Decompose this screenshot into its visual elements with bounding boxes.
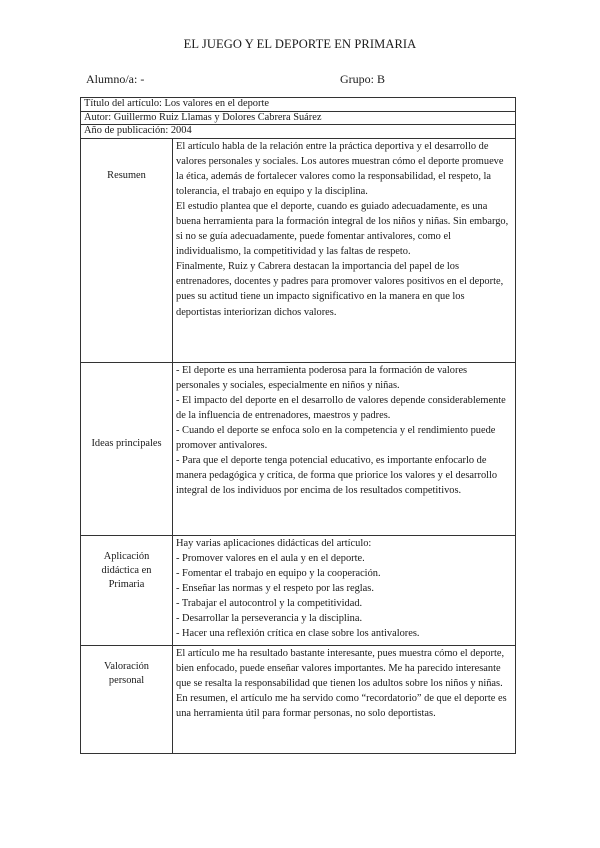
section-ideas: [81, 362, 516, 535]
document-title: EL JUEGO Y EL DEPORTE EN PRIMARIA: [183, 37, 417, 51]
aplicacion-item: - Fomentar el trabajo en equipo y la cooperación.: [176, 567, 381, 579]
section-resumen: [81, 138, 516, 362]
idea-item: - El impacto del deporte en el desarrollo de valores depende considerablemente de la influencia de entrenadores, maestros y padres.: [176, 394, 506, 421]
info-row-author: [81, 111, 516, 125]
article-title: Título del artículo: Los valores en el deporte: [81, 98, 516, 112]
info-row-title: [81, 98, 516, 112]
article-author: Autor: Guillermo Ruiz Llamas y Dolores Cabrera Suárez: [81, 111, 516, 125]
article-year: Año de publicación: 2004: [81, 125, 516, 139]
section-aplicacion: [81, 535, 516, 645]
resumen-paragraph: El estudio plantea que el deporte, cuando es guiado adecuadamente, es una buena herramienta para la formación integral de los niños y niñas. Sin embargo, si no se guía adecuadamente, puede fomentar antivalores, como el individualismo, la competitividad y las faltas de respeto.: [176, 200, 509, 258]
valoracion-text: El artículo me ha resultado bastante interesante, pues muestra cómo el deporte, bien enfocado, puede enseñar valores importantes. Me ha parecido interesante que se resalta la responsabilidad que tienen los adultos sobre los niños y niñas. En resumen, el artículo me ha servido como “recordatorio” de que el deporte es una herramienta útil para formar personas, no solo deportistas.: [176, 647, 507, 719]
section-label-aplicacion: Aplicación didáctica en Primaria: [81, 535, 173, 645]
aplicacion-item: - Enseñar las normas y el respeto por las reglas.: [176, 582, 374, 594]
article-review-table: [80, 97, 516, 754]
section-content-aplicacion: [173, 535, 516, 645]
section-content-ideas: [173, 362, 516, 535]
aplicacion-item: - Hacer una reflexión crítica en clase sobre los antivalores.: [176, 628, 420, 640]
student-group: Grupo: B: [340, 72, 385, 86]
section-label-valoracion: Valoración personal: [81, 645, 173, 753]
resumen-paragraph: El artículo habla de la relación entre la práctica deportiva y el desarrollo de valores personales y sociales. Los autores muestran cómo el deporte promueve la ética, además de fortalecer valores como la responsabilidad, el respeto, la tolerancia, el trabajo en equipo y la disciplina.: [176, 140, 504, 197]
section-content-valoracion: [173, 645, 516, 753]
section-valoracion: [81, 645, 516, 753]
section-content-resumen: [173, 138, 516, 362]
student-name: Alumno/a: -: [86, 72, 145, 86]
idea-item: - El deporte es una herramienta poderosa para la formación de valores personales y sociales, especialmente en niños y niñas.: [176, 364, 468, 391]
section-label-ideas: Ideas principales: [81, 362, 173, 535]
aplicacion-item: - Promover valores en el aula y en el deporte.: [176, 552, 365, 564]
aplicacion-item: - Trabajar el autocontrol y la competitividad.: [176, 597, 363, 609]
resumen-paragraph: Finalmente, Ruiz y Cabrera destacan la importancia del papel de los entrenadores, docentes y padres para promover valores positivos en el deporte, pues su actitud tiene un impacto significativo en la manera en que los deportistas interiorizan dichos valores.: [176, 261, 504, 318]
aplicacion-item: - Desarrollar la perseverancia y la disciplina.: [176, 612, 363, 624]
idea-item: - Para que el deporte tenga potencial educativo, es importante enfocarlo de manera pedagógica y crítica, de forma que priorice los valores y el desarrollo integral de los individuos por encima de los resultados competitivos.: [176, 455, 498, 497]
info-row-year: [81, 125, 516, 139]
section-label-resumen: Resumen: [81, 138, 173, 362]
idea-item: - Cuando el deporte se enfoca solo en la competencia y el rendimiento puede promover antivalores.: [176, 424, 496, 451]
aplicacion-intro: Hay varias aplicaciones didácticas del artículo:: [176, 537, 372, 549]
